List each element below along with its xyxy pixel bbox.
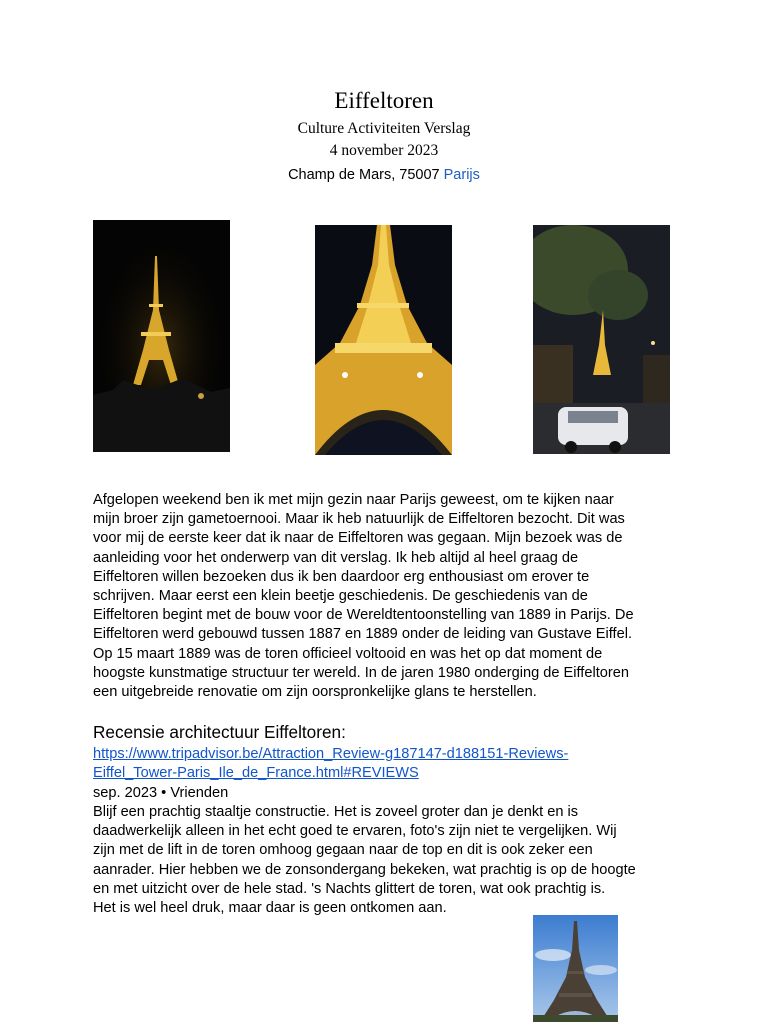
review-line: Blijf een prachtig staaltje constructie. Het is zoveel groter dan je denkt en is: [93, 804, 579, 820]
review-line: aanrader. Hier hebben we de zonsondergang bekeken, wat prachtig is op de hoogte: [93, 861, 636, 878]
body-line: aanleiding voor het onderwerp van dit verslag. Ik heb altijd al heel graag de: [93, 549, 579, 566]
body-paragraph: [93, 491, 693, 702]
review-line: Het is wel heel druk, maar daar is geen ontkomen aan.: [93, 900, 447, 917]
body-line: schrijven. Maar eerst een klein beetje geschiedenis. De geschiedenis van de: [93, 588, 588, 605]
review-link[interactable]: [93, 745, 568, 783]
body-line: Op 15 maart 1889 was de toren officieel voltooid en was het op dat moment de: [93, 645, 603, 662]
body-line: een uitgebreide renovatie om zijn oorspronkelijke glans te herstellen.: [93, 684, 537, 701]
document-subtitle: Culture Activiteiten Verslag: [297, 120, 471, 137]
eiffel-tower-night-closeup-photo: [315, 225, 452, 455]
document-title: Eiffeltoren: [334, 88, 434, 113]
document-date: 4 november 2023: [329, 142, 439, 159]
review-text: [93, 803, 693, 918]
body-line: Afgelopen weekend ben ik met mijn gezin naar Parijs geweest, om te kijken naar: [93, 492, 614, 508]
body-line: Eiffeltoren werd gebouwd tussen 1887 en 1889 onder de leiding van Gustave Eiffel.: [93, 626, 632, 643]
body-line: Eiffeltoren willen bezoeken dus ik ben daardoor erg enthousiast om erover te: [93, 568, 590, 585]
body-line: Eiffeltoren begint met de bouw voor de Wereldtentoonstelling van 1889 in Parijs. De: [93, 607, 634, 624]
review-meta: sep. 2023 • Vrienden: [93, 785, 229, 801]
review-link-line[interactable]: Eiffel_Tower-Paris_Ile_de_France.html#REVIEWS: [93, 765, 419, 782]
city-link[interactable]: Parijs: [443, 167, 480, 183]
eiffel-tower-street-night-photo: [533, 225, 670, 454]
body-line: mijn broer zijn gametoernooi. Maar ik heb natuurlijk de Eiffeltoren bezocht. Dit was: [93, 511, 625, 528]
address: [0, 165, 768, 185]
body-line: hoogste kunstmatige structuur ter wereld. In de jaren 1980 onderging de Eiffeltoren: [93, 664, 629, 681]
address-text: Champ de Mars, 75007: [288, 167, 444, 183]
review-line: daadwerkelijk alleen in het echt goed te ervaren, foto's zijn niet te vergelijken. Wij: [93, 823, 617, 840]
review-line: zijn met de lift in de toren omhoog gegaan naar de top en dit is ook zeker een: [93, 842, 593, 859]
review-link-line[interactable]: https://www.tripadvisor.be/Attraction_Review-g187147-d188151-Reviews-: [93, 746, 569, 762]
review-heading: Recensie architectuur Eiffeltoren:: [93, 722, 346, 742]
eiffel-tower-daytime-photo: [533, 915, 618, 1022]
review-line: en met uitzicht over de hele stad. 's Nachts glittert de toren, wat ook prachtig is.: [93, 880, 606, 897]
body-line: voor mij de eerste keer dat ik naar de Eiffeltoren was gegaan. Mijn bezoek was de: [93, 530, 623, 547]
eiffel-tower-night-distant-photo: [93, 220, 230, 452]
